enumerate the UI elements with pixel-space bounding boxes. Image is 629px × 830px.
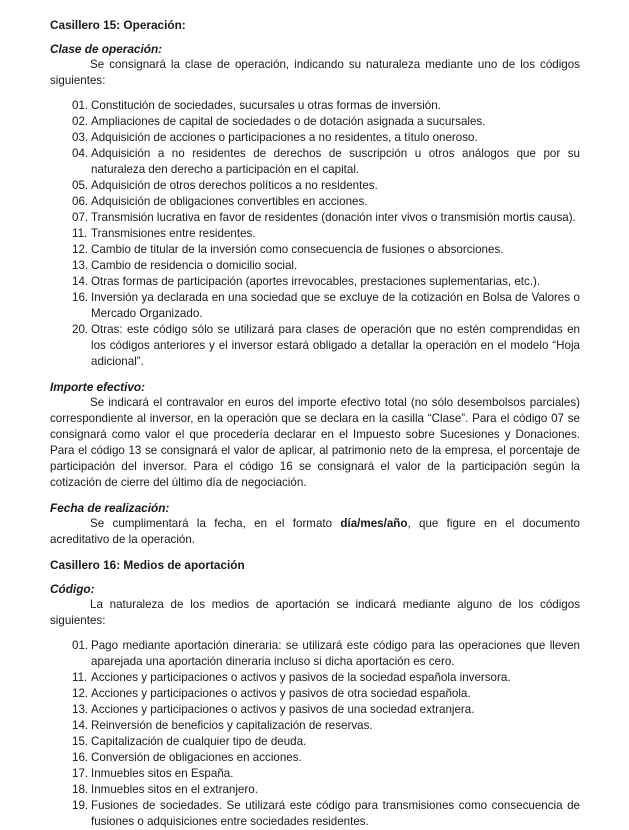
code-number: 06. — [72, 195, 89, 208]
list-item — [50, 702, 580, 718]
code-number: 15. — [72, 735, 89, 748]
subheading-clase-operacion: Clase de operación: — [50, 42, 163, 56]
code-description: Cambio de titular de la inversión como consecuencia de fusiones o absorciones. — [91, 243, 504, 256]
code-description: Adquisición de acciones o participaciones a no residentes, a título oneroso. — [91, 131, 478, 144]
clase-intro-paragraph: Se consignará la clase de operación, indicando su naturaleza mediante uno de los códigos siguientes: — [50, 58, 580, 87]
list-item — [50, 210, 580, 226]
list-item — [50, 146, 580, 178]
list-item — [50, 638, 580, 670]
code-description: Cambio de residencia o domicilio social. — [91, 259, 298, 272]
list-item — [50, 750, 580, 766]
list-item — [50, 98, 580, 114]
fecha-text-before: Se cumplimentará la fecha, en el formato — [90, 517, 341, 530]
list-item — [50, 782, 580, 798]
list-item — [50, 686, 580, 702]
code-description: Adquisición a no residentes de derechos de suscripción u otros análogos que por su naturaleza den derecho a participación en el capital. — [91, 147, 580, 176]
code-description: Acciones y participaciones o activos y pasivos de otra sociedad española. — [91, 687, 471, 700]
clase-operacion-code-list — [50, 98, 580, 370]
code-number: 16. — [72, 751, 89, 764]
code-number: 16. — [72, 291, 89, 304]
fecha-paragraph — [50, 516, 580, 548]
subheading-importe-efectivo: Importe efectivo: — [50, 380, 146, 394]
list-item — [50, 734, 580, 750]
importe-paragraph: Se indicará el contravalor en euros del importe efectivo total (no sólo desembolsos parciales) correspondiente al inversor, en la operación que se declara en la casilla “Clase”. Para el código 07 se consignará como valor el que procedería declarar en el Impuesto sobre Sucesiones y Donaciones. Para el código 13 se consignará el valor de aplicar, al patrimonio neto de la empresa, el porcentaje de participación del inversor. Para el código 16 se consignará el valor de la participación según la cotización de cierre del último día de negociación. — [50, 396, 580, 489]
code-description: Inmuebles sitos en el extranjero. — [91, 783, 258, 796]
code-description: Transmisión lucrativa en favor de residentes (donación inter vivos o transmisión mortis causa). — [91, 211, 576, 224]
code-description: Reinversión de beneficios y capitalización de reservas. — [91, 719, 373, 732]
code-description: Inmuebles sitos en España. — [91, 767, 234, 780]
code-number: 14. — [72, 719, 89, 732]
list-item — [50, 178, 580, 194]
code-description: Acciones y participaciones o activos y pasivos de la sociedad española inversora. — [91, 671, 511, 684]
code-number: 12. — [72, 687, 89, 700]
code-number: 03. — [72, 131, 89, 144]
code-number: 13. — [72, 703, 89, 716]
code-description: Inversión ya declarada en una sociedad que se excluye de la cotización en Bolsa de Valores o Mercado Organizado. — [91, 291, 580, 320]
code-number: 17. — [72, 767, 89, 780]
code-number: 19. — [72, 799, 89, 812]
code-description: Constitución de sociedades, sucursales u otras formas de inversión. — [91, 99, 441, 112]
code-description: Otras formas de participación (aportes irrevocables, prestaciones suplementarias, etc.). — [91, 275, 541, 288]
code-description: Transmisiones entre residentes. — [91, 227, 256, 240]
code-description: Adquisición de obligaciones convertibles en acciones. — [91, 195, 368, 208]
list-item — [50, 670, 580, 686]
code-description: Acciones y participaciones o activos y pasivos de una sociedad extranjera. — [91, 703, 475, 716]
code-number: 20. — [72, 323, 89, 336]
code-number: 12. — [72, 243, 89, 256]
list-item — [50, 798, 580, 830]
code-description: Fusiones de sociedades. Se utilizará este código para transmisiones como consecuencia de fusiones o adquisiciones entre sociedades residentes. — [91, 799, 580, 828]
code-description: Capitalización de cualquier tipo de deuda. — [91, 735, 307, 748]
code-number: 04. — [72, 147, 89, 160]
fecha-format: día/mes/año — [340, 517, 408, 530]
code-number: 07. — [72, 211, 89, 224]
code-number: 01. — [72, 639, 89, 652]
fecha-text-after: , que figure en el documento acreditativo de la operación. — [50, 517, 580, 546]
list-item — [50, 274, 580, 290]
code-description: Pago mediante aportación dineraria: se utilizará este código para las operaciones que lleven aparejada una aportación dineraria incluso si dicha aportación es cero. — [91, 639, 580, 668]
list-item — [50, 258, 580, 274]
list-item — [50, 130, 580, 146]
code-number: 13. — [72, 259, 89, 272]
code-description: Adquisición de otros derechos políticos a no residentes. — [91, 179, 378, 192]
subheading-codigo: Código: — [50, 582, 95, 596]
list-item — [50, 766, 580, 782]
medios-aportacion-code-list — [50, 638, 580, 830]
code-number: 02. — [72, 115, 89, 128]
list-item — [50, 322, 580, 370]
subheading-fecha-realizacion: Fecha de realización: — [50, 501, 170, 515]
code-description: Otras: este código sólo se utilizará para clases de operación que no estén comprendidas en los códigos anteriores y el inversor estará obligado a detallar la operación en el modelo “Hoja adicional”. — [91, 323, 580, 368]
section-title-casillero-16: Casillero 16: Medios de aportación — [50, 558, 245, 572]
list-item — [50, 226, 580, 242]
codigo-intro-paragraph: La naturaleza de los medios de aportación se indicará mediante alguno de los códigos siguientes: — [50, 598, 580, 627]
code-number: 11. — [72, 227, 88, 240]
code-number: 11. — [72, 671, 88, 684]
code-description: Conversión de obligaciones en acciones. — [91, 751, 302, 764]
code-description: Ampliaciones de capital de sociedades o de dotación asignada a sucursales. — [91, 115, 486, 128]
list-item — [50, 242, 580, 258]
list-item — [50, 290, 580, 322]
list-item — [50, 718, 580, 734]
code-number: 18. — [72, 783, 89, 796]
section-title-casillero-15: Casillero 15: Operación: — [50, 18, 186, 32]
list-item — [50, 194, 580, 210]
code-number: 14. — [72, 275, 89, 288]
code-number: 01. — [72, 99, 89, 112]
list-item — [50, 114, 580, 130]
code-number: 05. — [72, 179, 89, 192]
